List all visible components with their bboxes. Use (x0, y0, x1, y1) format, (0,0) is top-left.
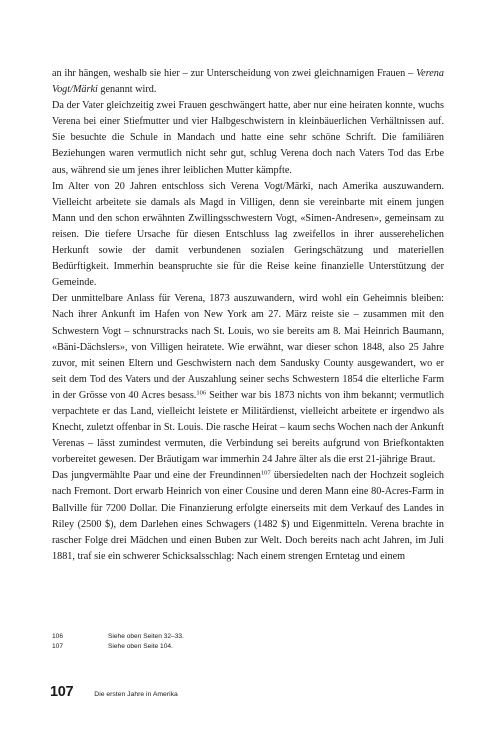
footnote-106 (52, 632, 444, 642)
paragraph-1: an ihr hängen, weshalb sie hier – zur Unterscheidung von zwei gleichnamigen Frauen – Verena Vogt/Märki genannt wird. (52, 68, 444, 96)
paragraph-2: Da der Vater gleichzeitig zwei Frauen geschwängert hatte, aber nur eine heiraten konnte, wuchs Verena bei einer Stiefmutter und vier Halbgeschwistern in kleinbäuerlichen Verhältnissen auf. Sie besuchte die Schule in Mandach und hatte eine sehr schöne Schrift. Die familiären Beziehungen waren vermutlich nicht sehr gut, schlug Verena doch nach Vaters Tod das Erbe aus, während sie um jenes ihrer leiblichen Mutter kämpfte. (52, 100, 444, 176)
main-text-block (52, 66, 444, 565)
footnote-107 (52, 642, 444, 652)
paragraph-3: Im Alter von 20 Jahren entschloss sich Verena Vogt/Märki, nach Amerika auszuwandern. Vielleicht arbeitete sie damals als Magd in Villigen, denn sie vereinbarte mit einem jungen Mann und den schon erwähnten Zwillingsschwestern Vogt, «Simen-Andresen», gemeinsam zu reisen. Die tiefere Ursache für diesen Entschluss lag zweifellos in ihrer ausserehelichen Herkunft sowie der damit verbundenen sozialen Geringschätzung und materiellen Bedürftigkeit. Immerhin beanspruchte sie für die Reise keine finanzielle Unterstützung der Gemeinde. (52, 180, 444, 289)
page-number: 107 (50, 684, 74, 700)
paragraph-5: Das jungvermählte Paar und eine der Freundinnen$^{107}$ übersiedelten nach der Hochzeit sogleich nach Fremont. Dort erwarb Heinrich von einer Cousine und deren Mann eine 80-Acres-Farm in Ballville für 7200 Dollar. Die Finanzierung erfolgte einerseits mit dem Verkauf des Landes in Riley (2500 $), dem Darlehen eines Schwagers (1482 $) und Eigenmitteln. Verena brachte in rascher Folge drei Mädchen und einen Buben zur Welt. Doch bereits nach acht Jahren, im Juli 1881, traf sie ein schwerer Schicksalsschlag: Nach einem strengen Erntetag und einem (52, 469, 444, 562)
footnote-text: Siehe oben Seiten 32–33. (108, 633, 184, 640)
name-italic: Verena Vogt/Märki (52, 68, 444, 96)
footnote-number: 107 (52, 643, 64, 650)
footnote-ref-107[interactable]: 107 (260, 469, 271, 477)
running-title: Die ersten Jahre in Amerika (94, 691, 178, 698)
footnote-ref-106[interactable]: 106 (196, 389, 207, 397)
paragraph-4: Der unmittelbare Anlass für Verena, 1873 auszuwandern, wird wohl ein Geheimnis bleiben: Nach ihrer Ankunft im Hafen von New York am 27. März reiste sie – zusammen mit den Schwestern Vogt – schnurstracks nach St. Louis, wo sie bereits am 8. Mai Heinrich Baumann, «Bäni-Dächslers», von Villigen heiratete. Wie erwähnt, war dieser schon 1848, also 25 Jahre zuvor, mit seinen Eltern und Geschwistern nach dem Sandusky County ausgewandert, wo er seit dem Tod des Vaters und der Auszahlung seiner sechs Schwestern 1854 die elterliche Farm in der Grösse von 40 Acres besass.$^{106}$ Seither war bis 1873 nichts von ihm bekannt; vermutlich verpachtete er das Land, vielleicht leistete er Militärdienst, vielleicht arbeitete er irgendwo als Knecht, zuletzt offenbar in St. Louis. Die rasche Heirat – kaum sechs Wochen nach der Ankunft Verenas – lässt zumindest vermuten, die Verbindung sei bereits aufgrund von Briefkontakten vorbereitet gewesen. Der Bräutigam war immerhin 24 Jahre älter als die erst 21-jährige Braut. (52, 293, 444, 466)
footnotes (52, 632, 444, 652)
footnote-text: Siehe oben Seite 104. (108, 643, 173, 650)
page-footer (50, 684, 178, 700)
footnote-number: 106 (52, 633, 64, 640)
